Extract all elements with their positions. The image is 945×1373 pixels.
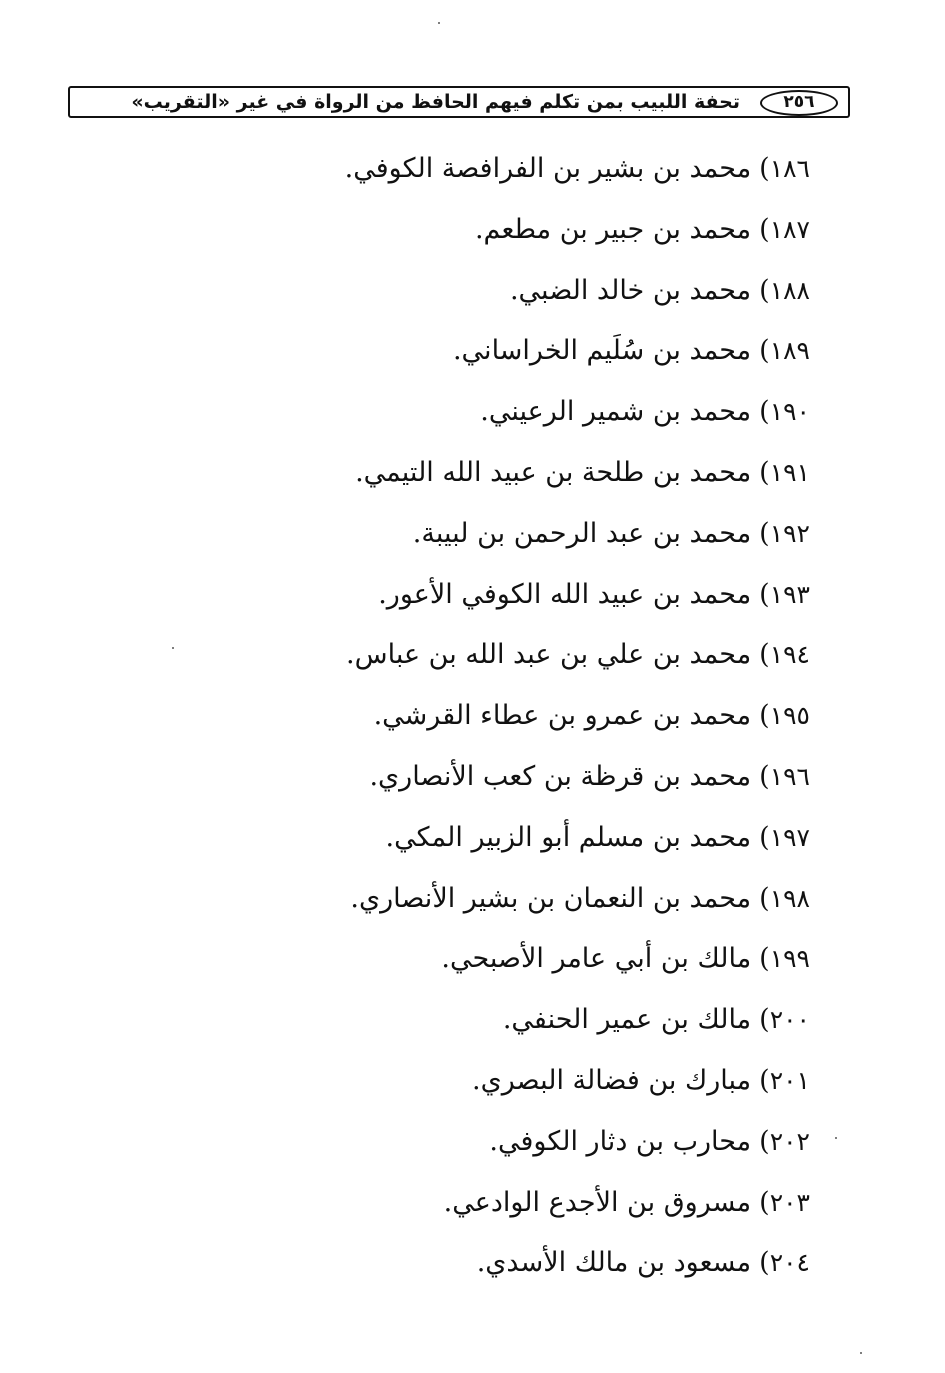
list-item <box>345 390 810 451</box>
entry-number: ١٩٦ <box>769 761 810 791</box>
entry-text: محمد بن عبد الرحمن بن لبيبة. <box>412 517 752 549</box>
paren-glyph: ) <box>759 639 770 671</box>
entry-number: ١٨٧ <box>769 214 810 244</box>
list-item <box>345 877 810 938</box>
entry-number: ١٩٤ <box>769 640 810 670</box>
entry-text: مالك بن عمير الحنفي. <box>502 1004 752 1036</box>
entry-text: محمد بن علي بن عبد الله بن عباس. <box>346 639 752 671</box>
scan-speck <box>835 1137 837 1139</box>
list-item <box>345 1120 810 1181</box>
entry-text: محمد بن بشير بن الفرافصة الكوفي. <box>344 153 752 184</box>
entry-text: محمد بن قرظة بن كعب الأنصاري. <box>369 760 752 792</box>
entry-number: ٢٠٤ <box>769 1248 810 1278</box>
paren-glyph: ) <box>759 1004 770 1036</box>
page-number-badge: ٢٥٦ <box>760 90 838 116</box>
entry-number: ١٨٦ <box>769 154 810 183</box>
entry-number: ١٩٧ <box>769 822 810 852</box>
entry-number: ١٨٩ <box>769 336 810 366</box>
paren-glyph: ) <box>759 760 770 792</box>
list-item <box>345 451 810 512</box>
entry-number: ١٩٢ <box>769 518 810 548</box>
paren-glyph: ) <box>759 943 770 975</box>
entry-text: مسروق بن الأجدع الوادعي. <box>443 1186 752 1218</box>
scan-speck <box>438 22 440 24</box>
entry-number: ٢٠٢ <box>769 1126 810 1156</box>
entry-number: ١٩٨ <box>769 883 810 913</box>
list-item <box>345 1181 810 1242</box>
entry-text: مالك بن أبي عامر الأصبحي. <box>441 943 752 975</box>
entry-text: محمد بن مسلم أبو الزبير المكي. <box>385 821 752 853</box>
list-item <box>345 816 810 877</box>
entry-text: مسعود بن مالك الأسدي. <box>476 1247 752 1279</box>
paren-glyph: ) <box>759 1186 770 1218</box>
entry-number: ٢٠٠ <box>769 1005 810 1035</box>
paren-glyph: ) <box>759 517 770 549</box>
paren-glyph: ) <box>759 1247 770 1279</box>
entry-number: ١٨٨ <box>769 275 810 305</box>
entry-number: ١٩٩ <box>769 944 810 974</box>
paren-glyph: ) <box>759 456 770 488</box>
paren-glyph: ) <box>759 821 770 853</box>
list-item <box>345 937 810 998</box>
paren-glyph: ) <box>759 153 770 184</box>
page-header <box>68 86 850 118</box>
narrators-list <box>345 147 810 1302</box>
scan-speck <box>172 647 174 649</box>
paren-glyph: ) <box>759 882 770 914</box>
entry-text: محارب بن دثار الكوفي. <box>489 1125 752 1157</box>
paren-glyph: ) <box>759 213 770 245</box>
paren-glyph: ) <box>759 1064 770 1096</box>
entry-number: ٢٠٣ <box>769 1187 810 1217</box>
list-item <box>345 755 810 816</box>
list-item <box>345 633 810 694</box>
entry-text: محمد بن شمير الرعيني. <box>480 396 752 428</box>
paren-glyph: ) <box>759 396 770 428</box>
paren-glyph: ) <box>759 274 770 306</box>
list-item <box>345 329 810 390</box>
list-item <box>345 147 810 208</box>
list-item <box>345 512 810 573</box>
paren-glyph: ) <box>759 335 770 367</box>
entry-number: ٢٠١ <box>769 1065 810 1095</box>
entry-number: ١٩٣ <box>769 579 810 609</box>
entry-text: محمد بن خالد الضبي. <box>509 274 752 306</box>
entry-number: ١٩١ <box>769 457 810 487</box>
list-item <box>345 998 810 1059</box>
entry-text: مبارك بن فضالة البصري. <box>472 1064 752 1096</box>
list-item <box>345 573 810 634</box>
list-item <box>345 208 810 269</box>
list-item <box>345 269 810 330</box>
list-item <box>345 694 810 755</box>
list-item <box>345 1059 810 1120</box>
list-item <box>345 1241 810 1302</box>
paren-glyph: ) <box>759 700 770 732</box>
entry-number: ١٩٥ <box>769 701 810 731</box>
scan-speck <box>860 1352 862 1354</box>
entry-text: محمد بن جبير بن مطعم. <box>474 213 752 245</box>
paren-glyph: ) <box>759 578 770 610</box>
paren-glyph: ) <box>759 1125 770 1157</box>
entry-text: محمد بن عمرو بن عطاء القرشي. <box>373 700 752 732</box>
entry-text: محمد بن عبيد الله الكوفي الأعور. <box>378 578 752 610</box>
entry-text: محمد بن طلحة بن عبيد الله التيمي. <box>355 456 752 488</box>
entry-number: ١٩٠ <box>769 397 810 427</box>
entry-text: محمد بن سُلَيم الخراساني. <box>452 335 752 367</box>
entry-text: محمد بن النعمان بن بشير الأنصاري. <box>350 882 752 914</box>
running-title: تحفة اللبيب بمن تكلم فيهم الحافظ من الرواة في غير «التقريب» <box>131 91 740 113</box>
